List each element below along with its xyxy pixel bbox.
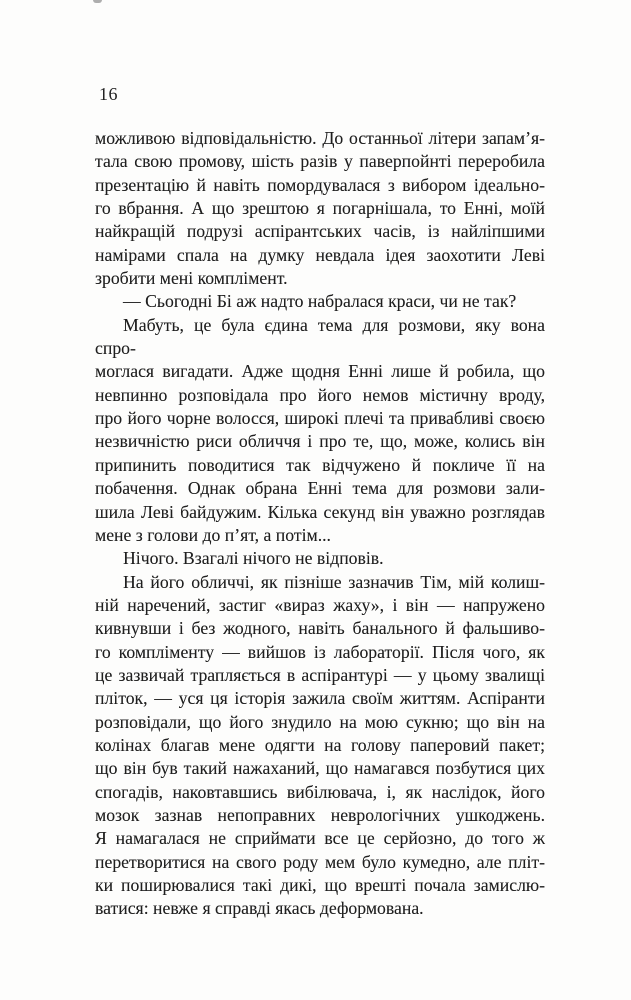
text-line: намірами спала на думку невдала ідея заохотити Леві <box>95 244 545 265</box>
text-line: можливою відповідальністю. До останньої літери запам’я- <box>95 128 545 148</box>
text-line: го компліменту — вийшов із лабораторії. Після чого, як <box>95 641 545 662</box>
paragraph <box>95 314 545 547</box>
text-line: Нічого. Взагалі нічого не відповів. <box>123 548 384 569</box>
text-line: кивнувши і без жодного, навіть банального й фальшиво- <box>95 618 545 639</box>
text-line: зробити мені комплімент. <box>95 268 288 289</box>
paragraph-dialogue <box>95 290 545 313</box>
text-line: побачення. Однак обрана Енні тема для розмови зали- <box>95 478 545 499</box>
text-line: ній наречений, застиг «вираз жаху», і він — напружено <box>95 594 545 615</box>
text-line: спогадів, наковтавшись вибілювача, і, як наслідок, його <box>95 781 545 802</box>
text-line: тала свою промову, шість разів у паверпойнті переробила <box>95 151 545 172</box>
text-line: Мабуть, це була єдина тема для розмови, яку вона спро- <box>95 314 545 359</box>
text-line: шила Леві байдужим. Кілька секунд він уважно розглядав <box>95 501 545 522</box>
text-line: Я намагалася не сприймати все це серйозно, до того ж <box>95 828 545 849</box>
text-line: моглася вигадати. Адже щодня Енні лише й робила, що <box>95 361 545 382</box>
text-block <box>95 127 545 921</box>
text-line: презентацію й навіть помордувалася з вибором ідеально- <box>95 174 545 195</box>
paragraph <box>95 571 545 921</box>
text-line: ки поширювалися такі дикі, що врешті почала замислю- <box>95 875 545 895</box>
scan-smudge <box>93 0 102 3</box>
text-line: що він був такий нажаханий, що намагався позбутися цих <box>95 758 545 779</box>
paragraph <box>95 547 545 570</box>
text-line: го вбрання. А що зрештою я погарнішала, то Енні, моїй <box>95 198 545 219</box>
text-line: На його обличчі, як пізніше зазначив Тім, мій колиш- <box>123 571 545 592</box>
text-line: ватися: невже я справді якась деформована. <box>95 898 424 919</box>
text-line: найкращій подрузі аспірантських часів, із найліпшими <box>95 221 545 242</box>
text-line: мене з голови до п’ят, а потім... <box>95 524 331 545</box>
text-line: колінах благав мене одягти на голову паперовий пакет; <box>95 734 545 755</box>
text-line: про його чорне волосся, широкі плечі та привабливі своєю <box>95 408 545 429</box>
text-line: припинить поводитися так відчужено й покличе її на <box>95 454 545 475</box>
text-line: розповідали, що його знудило на мою сукню; що він на <box>95 711 545 732</box>
paragraph <box>95 127 545 290</box>
text-line: перетворитися на свого роду мем було кумедно, але пліт- <box>95 851 545 872</box>
text-line: це зазвичай трапляється в аспірантурі — у цьому звалищі <box>95 664 545 685</box>
text-line: мозок зазнав непоправних неврологічних ушкоджень. <box>95 804 545 825</box>
text-line: — Сьогодні Бі аж надто набралася краси, чи не так? <box>123 291 517 312</box>
page-number: 16 <box>99 84 118 104</box>
text-line: пліток, — уся ця історія зажила своїм життям. Аспіранти <box>95 688 545 709</box>
text-line: невпинно розповідала про його немов містичну вроду, <box>95 384 545 405</box>
text-line: незвичністю риси обличчя і про те, що, може, колись він <box>95 431 545 452</box>
